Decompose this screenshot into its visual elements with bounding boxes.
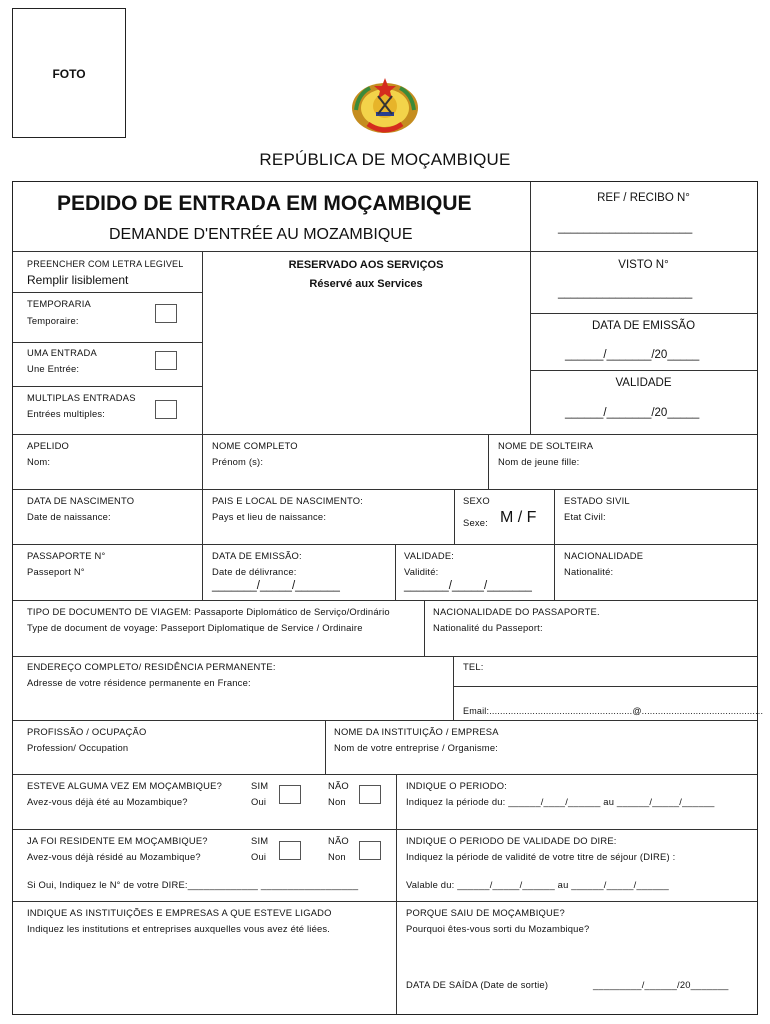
- entry-type-label-pt: UMA ENTRADA: [27, 347, 97, 358]
- multiplas-entradas-checkbox[interactable]: [155, 400, 177, 419]
- nac-pass-label-fr: Nationalité du Passeport:: [433, 622, 543, 633]
- nao-label: NÃO: [328, 780, 349, 791]
- instituicoes-label-fr: Indiquez les institutions et entreprises auxquelles vous avez été liées.: [27, 923, 331, 934]
- form-title: PEDIDO DE ENTRADA EM MOÇAMBIQUE: [57, 192, 472, 215]
- entry-type-label-pt: MULTIPLAS ENTRADAS: [27, 392, 136, 403]
- oui-label: Oui: [251, 851, 267, 862]
- photo-label: FOTO: [52, 67, 86, 81]
- sim-label: SIM: [251, 835, 269, 846]
- residente-label-fr: Avez-vous déjà résidé au Mozambique?: [27, 851, 201, 862]
- tel-label: TEL:: [463, 661, 484, 672]
- periodo-field[interactable]: Indiquez la période du: ______/____/______ au ______/_____/______: [406, 796, 715, 807]
- entry-form: [12, 181, 764, 1015]
- tipo-doc-label-fr: Type de document de voyage: Passeport Diplomatique de Service / Ordinaire: [27, 622, 363, 633]
- ref-label: REF / RECIBO N°: [597, 192, 690, 204]
- nac-pass-label-pt: NACIONALIDADE DO PASSAPORTE.: [433, 606, 600, 617]
- estado-label-fr: Etat Civil:: [564, 511, 606, 522]
- validade2-label-pt: VALIDADE:: [404, 550, 455, 561]
- esteve-label-fr: Avez-vous déjà été au Mozambique?: [27, 796, 188, 807]
- reserved-label-fr: Réservé aux Services: [309, 278, 423, 290]
- emissao-label-pt: DATA DE EMISSÃO:: [212, 550, 302, 561]
- dire-periodo-label-pt: INDIQUE O PERIODO DE VALIDADE DO DIRE:: [406, 835, 617, 846]
- fill-label-fr: Remplir lisiblement: [27, 273, 129, 287]
- instituicao-label-fr: Nom de votre entreprise / Organisme:: [334, 742, 499, 753]
- periodo-label-pt: INDIQUE O PERIODO:: [406, 780, 508, 791]
- visto-field[interactable]: _____________________: [558, 287, 693, 299]
- sexo-label-pt: SEXO: [463, 495, 490, 506]
- entry-type-label-fr: Entrées multiples:: [27, 408, 106, 419]
- profissao-label-pt: PROFISSÃO / OCUPAÇÃO: [27, 726, 147, 737]
- emissao-label-fr: Date de délivrance:: [212, 566, 297, 577]
- solteira-label-pt: NOME DE SOLTEIRA: [498, 440, 594, 451]
- form-subtitle: DEMANDE D'ENTRÉE AU MOZAMBIQUE: [109, 226, 413, 243]
- emissao-field[interactable]: _______/_____/_______: [212, 580, 340, 592]
- dire-periodo-label-fr: Indiquez la période de validité de votre titre de séjour (DIRE) :: [406, 851, 676, 862]
- si-oui-dire-field[interactable]: Si Oui, Indiquez le N° de votre DIRE:_____________ __________________: [27, 879, 359, 890]
- republic-heading: REPÚBLICA DE MOÇAMBIQUE: [259, 150, 511, 169]
- sexo-value[interactable]: M / F: [500, 509, 537, 526]
- nacionalidade-label-fr: Nationalité:: [564, 566, 614, 577]
- saida-field[interactable]: _________/______/20_______: [593, 979, 729, 990]
- entry-type-label-fr: Temporaire:: [27, 315, 79, 326]
- passaporte-label-fr: Passeport N°: [27, 566, 85, 577]
- apelido-label-fr: Nom:: [27, 456, 51, 467]
- porque-label-fr: Pourquoi êtes-vous sorti du Mozambique?: [406, 923, 590, 934]
- instituicao-label-pt: NOME DA INSTITUIÇÃO / EMPRESA: [334, 726, 499, 737]
- endereco-label-fr: Adresse de votre résidence permanente en France:: [27, 677, 251, 688]
- nome-label-pt: NOME COMPLETO: [212, 440, 298, 451]
- apelido-label-pt: APELIDO: [27, 440, 70, 451]
- uma-entrada-checkbox[interactable]: [155, 351, 177, 370]
- ref-field[interactable]: _____________________: [558, 222, 693, 234]
- tipo-doc-label-pt: TIPO DE DOCUMENTO DE VIAGEM: Passaporte Diplomático de Serviço/Ordinário: [27, 606, 390, 617]
- validade2-label-fr: Validité:: [404, 566, 439, 577]
- residente-nao-checkbox[interactable]: [359, 841, 381, 860]
- non-label: Non: [328, 796, 346, 807]
- nao-label: NÃO: [328, 835, 349, 846]
- esteve-nao-checkbox[interactable]: [359, 785, 381, 804]
- endereco-label-pt: ENDEREÇO COMPLETO/ RESIDÊNCIA PERMANENTE:: [27, 661, 276, 672]
- profissao-label-fr: Profession/ Occupation: [27, 742, 129, 753]
- nascimento-label-fr: Date de naissance:: [27, 511, 111, 522]
- validade2-field[interactable]: _______/_____/_______: [404, 580, 532, 592]
- entry-type-label-fr: Une Entrée:: [27, 363, 80, 374]
- pais-local-label-pt: PAIS E LOCAL DE NASCIMENTO:: [212, 495, 364, 506]
- photo-box[interactable]: [12, 8, 126, 138]
- oui-label: Oui: [251, 796, 267, 807]
- temporaria-checkbox[interactable]: [155, 304, 177, 323]
- validity-label: VALIDADE: [615, 377, 672, 389]
- saida-label: DATA DE SAÍDA (Date de sortie): [406, 979, 549, 990]
- estado-label-pt: ESTADO SIVIL: [564, 495, 630, 506]
- national-emblem-icon: [348, 74, 422, 136]
- sim-label: SIM: [251, 780, 269, 791]
- solteira-label-fr: Nom de jeune fille:: [498, 456, 580, 467]
- nascimento-label-pt: DATA DE NASCIMENTO: [27, 495, 135, 506]
- passaporte-label-pt: PASSAPORTE N°: [27, 550, 106, 561]
- esteve-sim-checkbox[interactable]: [279, 785, 301, 804]
- residente-label-pt: JA FOI RESIDENTE EM MOÇAMBIQUE?: [27, 835, 208, 846]
- emission-date-label: DATA DE EMISSÃO: [591, 320, 696, 332]
- emission-date-field[interactable]: ______/_______/20_____: [565, 349, 700, 361]
- porque-label-pt: PORQUE SAIU DE MOÇAMBIQUE?: [406, 907, 565, 918]
- esteve-label-pt: ESTEVE ALGUMA VEZ EM MOÇAMBIQUE?: [27, 780, 222, 791]
- visto-label: VISTO N°: [618, 259, 669, 271]
- valable-field[interactable]: Valable du: ______/_____/______ au ______/_____/______: [406, 879, 669, 890]
- sexo-label-fr: Sexe:: [463, 517, 488, 528]
- nacionalidade-label-pt: NACIONALIDADE: [564, 550, 644, 561]
- fill-label-pt: PREENCHER COM LETRA LEGIVEL: [27, 259, 184, 269]
- nome-label-fr: Prénom (s):: [212, 456, 264, 467]
- validity-field[interactable]: ______/_______/20_____: [565, 407, 700, 419]
- non-label: Non: [328, 851, 346, 862]
- pais-local-label-fr: Pays et lieu de naissance:: [212, 511, 327, 522]
- residente-sim-checkbox[interactable]: [279, 841, 301, 860]
- reserved-label-pt: RESERVADO AOS SERVIÇOS: [288, 259, 444, 271]
- instituicoes-label-pt: INDIQUE AS INSTITUIÇÕES E EMPRESAS A QUE ESTEVE LIGADO: [27, 907, 332, 918]
- entry-type-label-pt: TEMPORARIA: [27, 298, 91, 309]
- email-field[interactable]: Email:.....................................................@.............................................: [463, 706, 764, 716]
